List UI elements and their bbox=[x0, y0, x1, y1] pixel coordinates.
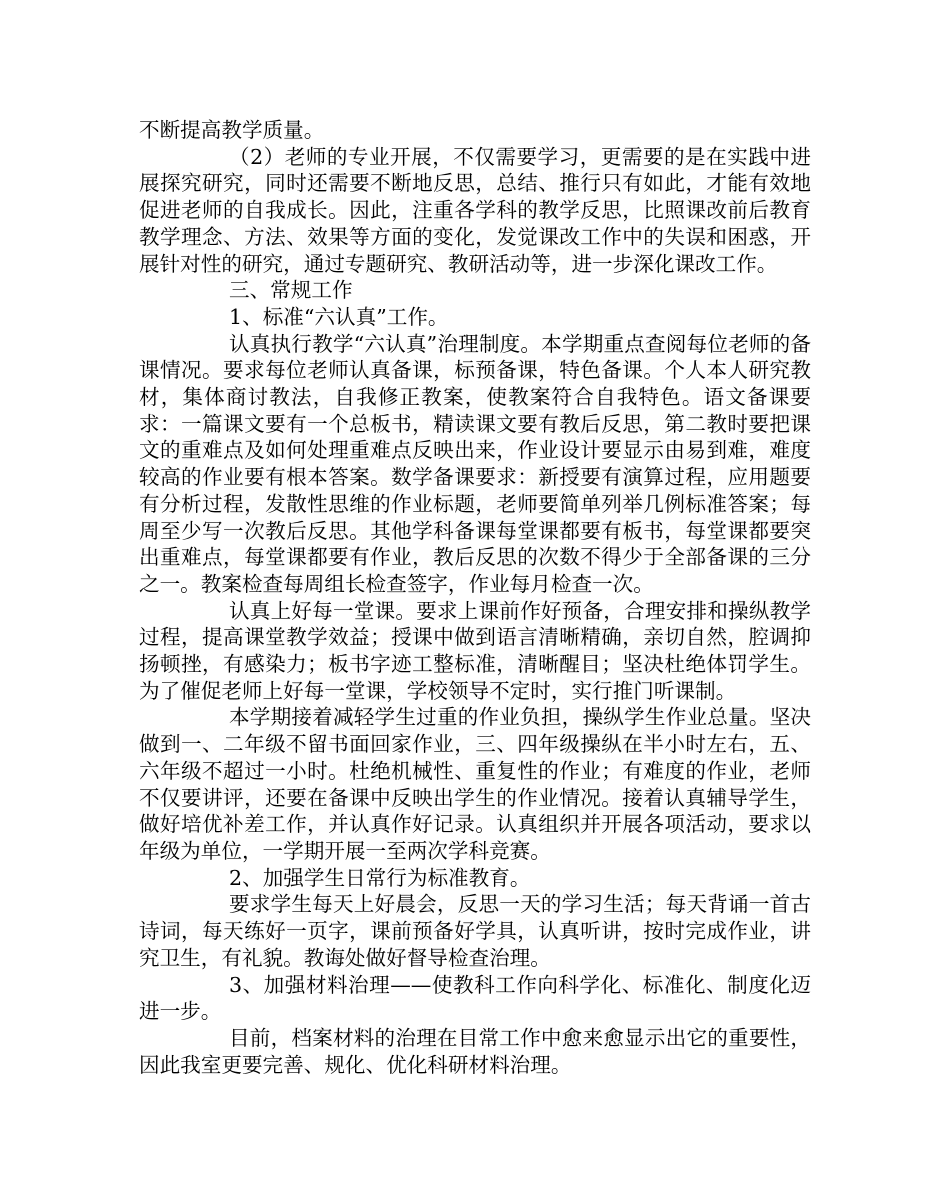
paragraph-teacher-development: （2）老师的专业开展，不仅需要学习，更需要的是在实践中进展探究研究，同时还需要不断地反思，总结、推行只有如此，才能有效地促进老师的自我成长。因此，注重各学科的教学反思，比照课改前后教育教学理念、方法、效果等方面的变化，发觉课改工作中的失误和困惑，开展针对性的研究，通过专题研究、教研活动等，进一步深化课改工作。 bbox=[139, 144, 811, 276]
paragraph-continuation: 不断提高教学质量。 bbox=[139, 118, 325, 142]
subheading-materials-management: 3、加强材料治理——使教科工作向科学化、标准化、制度化迈进一步。 bbox=[139, 972, 811, 1024]
paragraph-archive-management: 目前，档案材料的治理在目常工作中愈来愈显示出它的重要性，因此我室更要完善、规化、优化科研材料治理。 bbox=[139, 1025, 811, 1077]
paragraph-classroom-teaching: 认真上好每一堂课。要求上课前作好预备，合理安排和操纵教学过程，提高课堂教学效益；授课中做到语言清晰精确，亲切自然，腔调抑扬顿挫，有感染力；板书字迹工整标准，清晰醒目；坚决杜绝体罚学生。为了催促老师上好每一堂课，学校领导不定时，实行推门听课制。 bbox=[139, 598, 811, 703]
section-heading-routine-work: 三、常规工作 bbox=[229, 278, 353, 303]
subheading-behavior-education: 2、加强学生日常行为标准教育。 bbox=[229, 865, 531, 890]
paragraph-homework-burden: 本学期接着减轻学生过重的作业负担，操纵学生作业总量。坚决做到一、二年级不留书面回家作业，三、四年级操纵在半小时左右，五、六年级不超过一小时。杜绝机械性、重复性的作业；有难度的作业，老师不仅要讲评，还要在备课中反映出学生的作业情况。接着认真辅导学生，做好培优补差工作，并认真作好记录。认真组织并开展各项活动，要求以年级为单位，一学期开展一至两次学科竞赛。 bbox=[139, 705, 811, 863]
document-page bbox=[139, 117, 811, 1078]
subheading-six-earnest: 1、标准“六认真”工作。 bbox=[229, 304, 449, 329]
paragraph-lesson-preparation: 认真执行教学“六认真”治理制度。本学期重点查阅每位老师的备课情况。要求每位老师认真备课，标预备课，特色备课。个人本人研究教材，集体商讨教法，自我修正教案，使教案符合自我特色。语文备课要求：一篇课文要有一个总板书，精读课文要有教后反思，第二教时要把课文的重难点及如何处理重难点反映出来，作业设计要显示由易到难，难度较高的作业要有根本答案。数学备课要求：新授要有演算过程，应用题要有分析过程，发散性思维的作业标题，老师要简单列举几例标准答案；每周至少写一次教后反思。其他学科备课每堂课都要有板书，每堂课都要突出重难点，每堂课都要有作业，教后反思的次数不得少于全部备课的三分之一。教案检查每周组长检查签字，作业每月检查一次。 bbox=[139, 331, 811, 596]
paragraph-daily-requirements: 要求学生每天上好晨会，反思一天的学习生活；每天背诵一首古诗词，每天练好一页字，课前预备好学具，认真听讲，按时完成作业，讲究卫生，有礼貌。教诲处做好督导检查治理。 bbox=[139, 892, 811, 970]
